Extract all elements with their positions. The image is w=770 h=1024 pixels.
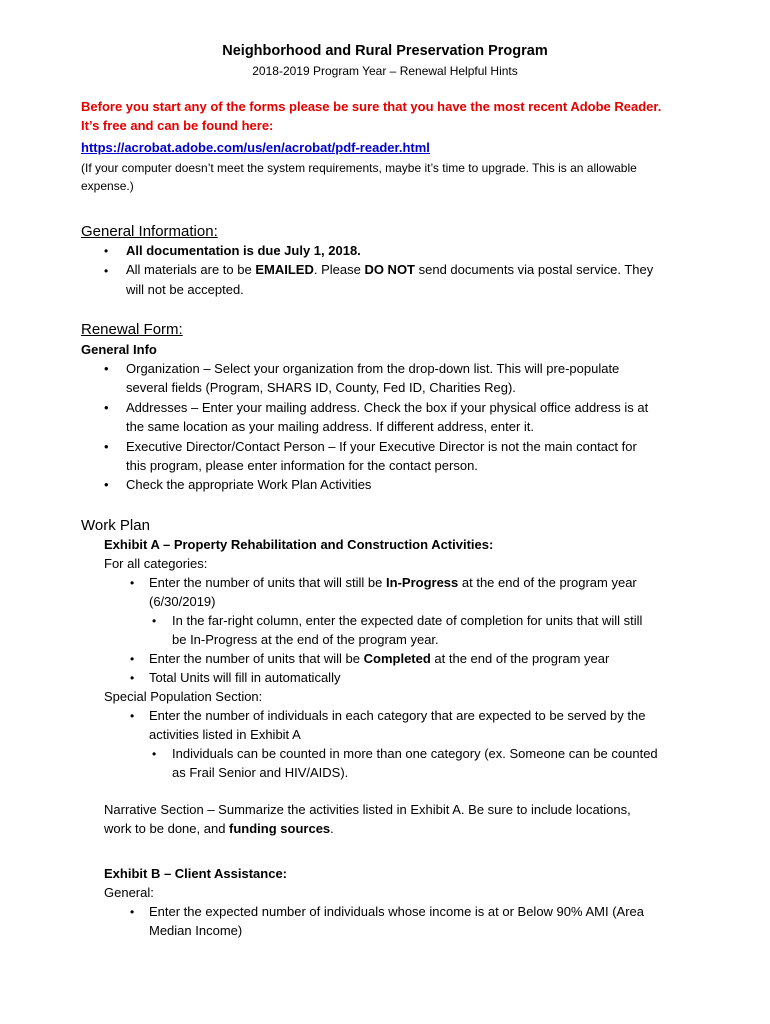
- bullet-icon: •: [130, 905, 135, 919]
- work-plan-activities-item: Check the appropriate Work Plan Activities: [126, 477, 372, 492]
- adobe-reader-link[interactable]: https://acrobat.adobe.com/us/en/acrobat/pdf-reader.html: [81, 140, 430, 155]
- narrative-section-line1: Narrative Section – Summarize the activities listed in Exhibit A. Be sure to include locations,: [104, 802, 631, 817]
- completion-date-subitem: In the far-right column, enter the expected date of completion for units that will still: [172, 613, 643, 628]
- in-progress-item: Enter the number of units that will still be In-Progress at the end of the program year: [149, 575, 637, 590]
- renewal-form-heading: Renewal Form:: [81, 321, 183, 338]
- bullet-icon: •: [130, 709, 135, 723]
- general-label: General:: [104, 885, 154, 900]
- exhibit-a-heading: Exhibit A – Property Rehabilitation and Construction Activities:: [104, 537, 494, 552]
- page-subtitle: 2018-2019 Program Year – Renewal Helpful Hints: [252, 64, 518, 78]
- general-information-heading: General Information:: [81, 223, 218, 240]
- page-title: Neighborhood and Rural Preservation Program: [222, 43, 548, 59]
- due-date-item: All documentation is due July 1, 2018.: [126, 243, 361, 258]
- bullet-icon: •: [152, 747, 157, 761]
- completion-date-subitem-line2: be In-Progress at the end of the program year.: [172, 632, 439, 647]
- bullet-icon: •: [104, 477, 109, 492]
- work-plan-heading: Work Plan: [81, 517, 150, 534]
- bullet-icon: •: [104, 361, 109, 376]
- bullet-icon: •: [104, 439, 109, 454]
- special-population-label: Special Population Section:: [104, 689, 263, 704]
- system-requirements-note-line2: expense.): [81, 179, 134, 193]
- multiple-category-subitem: Individuals can be counted in more than one category (ex. Someone can be counted: [172, 746, 658, 761]
- bullet-icon: •: [104, 400, 109, 415]
- bullet-icon: •: [130, 576, 135, 590]
- email-materials-item-line2: will not be accepted.: [126, 282, 244, 297]
- for-all-categories-label: For all categories:: [104, 556, 208, 571]
- income-item-line2: Median Income): [149, 923, 243, 938]
- system-requirements-note-line1: (If your computer doesn’t meet the system requirements, maybe it’s time to upgrade. This is an allowable: [81, 161, 637, 175]
- executive-director-item-line2: this program, please enter information for the contact person.: [126, 458, 478, 473]
- organization-item-line2: several fields (Program, SHARS ID, County, Fed ID, Charities Reg).: [126, 380, 516, 395]
- narrative-section-line2: work to be done, and funding sources.: [104, 821, 334, 836]
- income-item: Enter the expected number of individuals whose income is at or Below 90% AMI (Area: [149, 904, 644, 919]
- bullet-icon: •: [152, 614, 157, 628]
- exhibit-b-heading: Exhibit B – Client Assistance:: [104, 866, 288, 881]
- adobe-notice-line1: Before you start any of the forms please be sure that you have the most recent Adobe Reader.: [81, 99, 662, 114]
- multiple-category-subitem-line2: as Frail Senior and HIV/AIDS).: [172, 765, 349, 780]
- special-population-item-line2: activities listed in Exhibit A: [149, 727, 301, 742]
- special-population-item: Enter the number of individuals in each category that are expected to be served by the: [149, 708, 646, 723]
- executive-director-item: Executive Director/Contact Person – If your Executive Director is not the main contact for: [126, 439, 637, 454]
- general-info-subheading: General Info: [81, 342, 157, 357]
- in-progress-item-line2: (6/30/2019): [149, 594, 216, 609]
- total-units-item: Total Units will fill in automatically: [149, 670, 341, 685]
- bullet-icon: •: [130, 652, 135, 666]
- organization-item: Organization – Select your organization from the drop-down list. This will pre-populate: [126, 361, 620, 376]
- bullet-icon: •: [104, 244, 109, 258]
- bullet-icon: •: [104, 264, 109, 278]
- email-materials-item: All materials are to be EMAILED. Please DO NOT send documents via postal service. They: [126, 262, 654, 277]
- bullet-icon: •: [130, 671, 135, 685]
- addresses-item: Addresses – Enter your mailing address. Check the box if your physical office address is at: [126, 400, 649, 415]
- completed-item: Enter the number of units that will be Completed at the end of the program year: [149, 651, 610, 666]
- addresses-item-line2: the same location as your mailing address. If different address, enter it.: [126, 419, 535, 434]
- adobe-notice-line2: It’s free and can be found here:: [81, 118, 274, 133]
